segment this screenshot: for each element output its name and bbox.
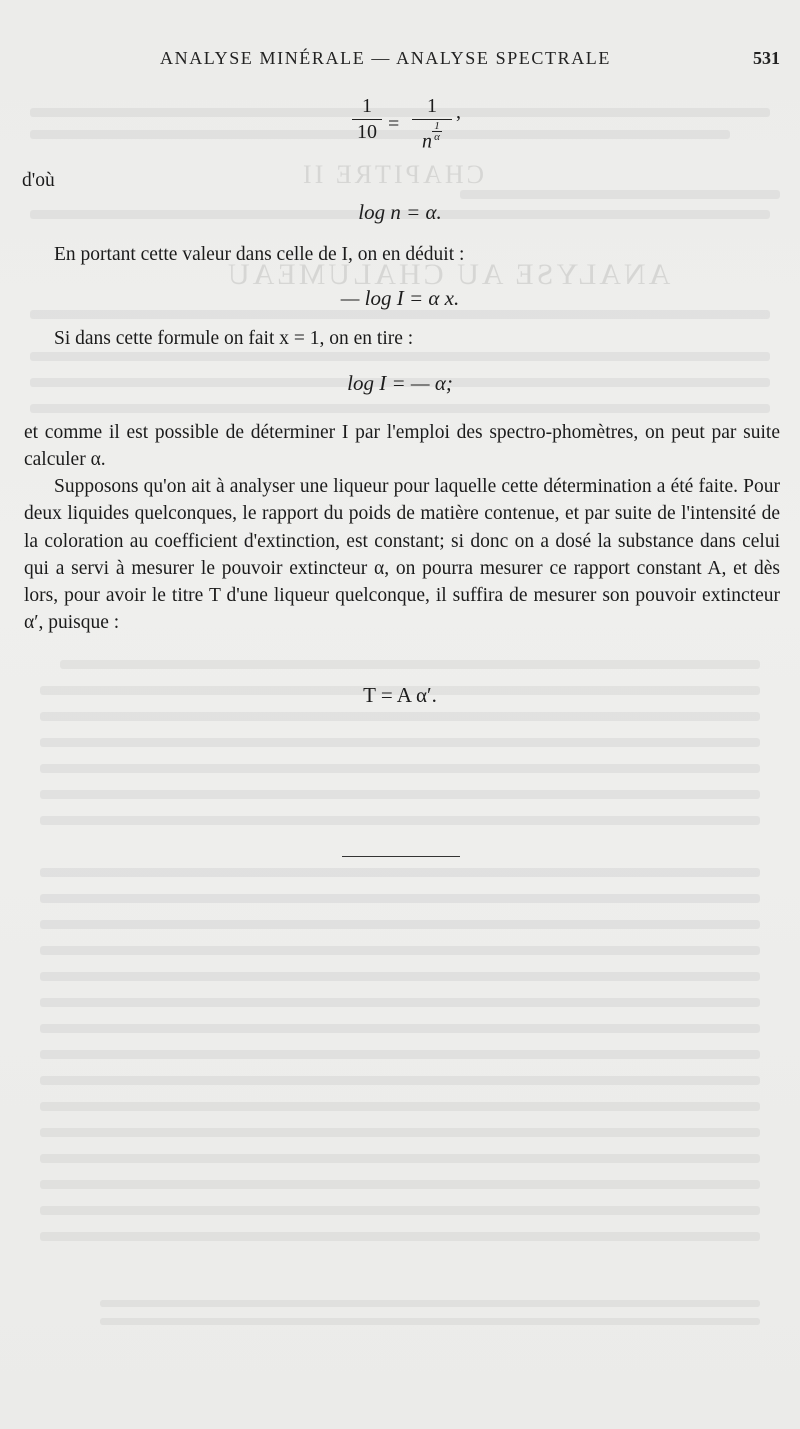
line-en-portant: En portant cette valeur dans celle de I, on en déduit : (54, 244, 465, 265)
formula-t-equals: T = A α′. (363, 683, 437, 707)
ghost-line (40, 972, 760, 981)
ghost-line (100, 1300, 760, 1307)
ghost-line (40, 868, 760, 877)
ghost-line (30, 352, 770, 361)
ghost-line (40, 816, 760, 825)
ghost-line (40, 920, 760, 929)
base-n: n (422, 130, 432, 153)
left-numerator: 1 (362, 95, 372, 117)
ghost-line (40, 1232, 760, 1241)
ghost-line (40, 1050, 760, 1059)
exponent-denominator: α (434, 131, 440, 143)
ghost-line (40, 1102, 760, 1111)
ghost-line (40, 894, 760, 903)
ghost-line (460, 190, 780, 199)
right-denominator (412, 121, 452, 154)
formula-comma: , (456, 101, 461, 123)
paragraph-et-comme: et comme il est possible de déterminer I par l'emploi des spectro-phomètres, on peut par suite calculer α. (24, 422, 780, 471)
left-denominator: 10 (357, 121, 377, 143)
ghost-line (40, 790, 760, 799)
ghost-line (40, 1180, 760, 1189)
fraction-formula (344, 95, 484, 157)
ghost-chapter-heading: CHAPITRE II (300, 160, 484, 189)
page-number: 531 (753, 48, 780, 68)
running-header (0, 44, 800, 74)
formula-log-n: log n = α. (358, 200, 442, 224)
ghost-line (40, 1154, 760, 1163)
fraction-bar (412, 119, 452, 120)
ghost-line (40, 738, 760, 747)
ghost-line (40, 712, 760, 721)
left-fraction (352, 95, 382, 144)
ghost-line (40, 1076, 760, 1085)
ghost-title-heading: ANALYSE AU CHALUMEAU (225, 258, 671, 291)
ghost-line (60, 660, 760, 669)
ghost-line (40, 998, 760, 1007)
formula-log-I: log I = — α; (347, 371, 453, 395)
right-numerator: 1 (427, 95, 437, 117)
paragraph-supposons: Supposons qu'on ait à analyser une liqueur pour laquelle cette détermination a été faite. Pour deux liquides quelconques, le rapport du poids de matière contenue, et par suite de l'intensité de la coloration au coefficient d'extinction, est constant; si donc on a dosé la substance dans celui qui a servi à mesurer le pouvoir extincteur α, on pourra mesurer ce rapport constant A, et dès lors, pour avoir le titre T d'une liqueur quelconque, il suffira de mesurer son pouvoir extincteur α′, puisque : (24, 476, 780, 634)
ghost-line (30, 404, 770, 413)
ghost-line (30, 310, 770, 319)
ghost-line (40, 1024, 760, 1033)
ghost-line (40, 764, 760, 773)
exponent-fraction (432, 121, 442, 142)
header-title: ANALYSE MINÉRALE — ANALYSE SPECTRALE (160, 48, 611, 68)
exponent-numerator: 1 (434, 120, 440, 132)
separator-rule (342, 856, 460, 857)
ghost-line (40, 1128, 760, 1137)
line-si-dans: Si dans cette formule on fait x = 1, on en tire : (54, 328, 414, 349)
ghost-line (40, 946, 760, 955)
formula-minus-log: — log I = α x. (340, 286, 460, 310)
right-fraction (412, 95, 452, 154)
dou-label: d'où (22, 170, 55, 191)
ghost-line (100, 1318, 760, 1325)
equals-sign: = (388, 113, 400, 135)
ghost-line (40, 1206, 760, 1215)
fraction-bar (352, 119, 382, 120)
